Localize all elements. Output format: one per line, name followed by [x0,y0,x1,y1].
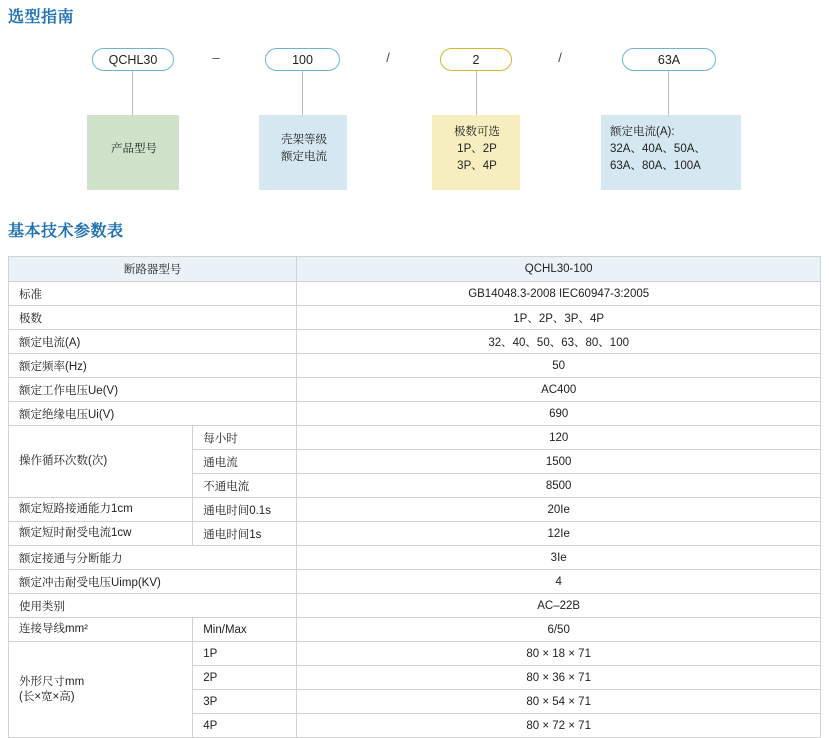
table-cell-label: 连接导线mm² [9,618,193,642]
table-cell-value: 120 [297,426,821,450]
guide-box-poles-line-1: 极数可选 [454,126,500,138]
table-row [9,330,821,354]
table-cell-value: GB14048.3-2008 IEC60947-3:2005 [297,282,821,306]
guide-connector-frame [302,71,303,115]
table-cell-value: 3Ie [297,546,821,570]
page-title-parameters: 基本技术参数表 [8,223,124,240]
guide-separator-dash: – [212,50,220,65]
table-cell-label: 操作循环次数(次) [9,426,193,498]
table-cell-value: 50 [297,354,821,378]
table-cell-sublabel: 3P [193,690,297,714]
table-cell-value: 8500 [297,474,821,498]
table-cell-sublabel: 1P [193,642,297,666]
table-header-row [9,257,821,282]
table-row [9,498,821,522]
table-cell-label: 额定电流(A) [9,330,297,354]
guide-box-current-line-2: 32A、40A、50A、 [610,143,706,155]
table-cell-sublabel: 通电时间1s [193,522,297,546]
table-cell-label: 标准 [9,282,297,306]
table-cell-sublabel: 通电时间0.1s [193,498,297,522]
table-cell-sublabel: 4P [193,714,297,738]
table-row [9,306,821,330]
table-row [9,354,821,378]
table-row [9,282,821,306]
selection-guide-diagram [0,38,829,198]
table-cell-label: 使用类别 [9,594,297,618]
guide-pill-frame [265,48,340,71]
guide-box-poles-line-3: 3P、4P [457,160,497,172]
table-cell-value: 32、40、50、63、80、100 [297,330,821,354]
table-row [9,426,821,450]
table-cell-label: 额定接通与分断能力 [9,546,297,570]
guide-separator-slash-2: / [558,50,562,65]
parameters-table [8,256,821,738]
table-cell-value: 80 × 18 × 71 [297,642,821,666]
guide-connector-poles [476,71,477,115]
guide-pill-frame-label: 100 [292,52,313,67]
table-header-model: 断路器型号 [9,257,297,282]
table-cell-sublabel: 通电流 [193,450,297,474]
guide-connector-model [132,71,133,115]
guide-box-current-line-3: 63A、80A、100A [610,160,701,172]
table-body [9,282,821,738]
table-cell-value: 80 × 72 × 71 [297,714,821,738]
table-cell-value: 80 × 54 × 71 [297,690,821,714]
table-cell-label: 外形尺寸mm (长×宽×高) [9,642,193,738]
guide-pill-poles-label: 2 [472,52,480,67]
table-cell-value: 20Ie [297,498,821,522]
guide-box-model [87,115,179,190]
table-cell-sublabel: 每小时 [193,426,297,450]
guide-box-current [601,115,741,190]
table-cell-value: 1500 [297,450,821,474]
table-row [9,642,821,666]
parameters-table-wrap [8,256,821,738]
table-row [9,546,821,570]
table-cell-value: 12Ie [297,522,821,546]
guide-connector-current [668,71,669,115]
guide-box-current-line-1: 额定电流(A): [610,126,675,138]
guide-pill-model-label: QCHL30 [108,52,158,67]
guide-pill-current [622,48,716,71]
table-cell-value: 6/50 [297,618,821,642]
guide-box-frame [259,115,347,190]
table-cell-sublabel: 不通电流 [193,474,297,498]
guide-pill-poles [440,48,512,71]
table-cell-label: 极数 [9,306,297,330]
guide-box-frame-line-1: 壳架等级 [281,134,327,146]
table-cell-value: 80 × 36 × 71 [297,666,821,690]
table-row [9,522,821,546]
table-cell-value: 4 [297,570,821,594]
table-cell-label: 额定频率(Hz) [9,354,297,378]
table-cell-label: 额定绝缘电压Ui(V) [9,402,297,426]
table-cell-value: AC400 [297,378,821,402]
table-cell-label: 额定短时耐受电流1cw [9,522,193,546]
guide-box-model-line-1: 产品型号 [111,143,157,155]
table-row [9,402,821,426]
table-cell-value: 1P、2P、3P、4P [297,306,821,330]
table-row [9,594,821,618]
guide-pill-current-label: 63A [657,52,681,67]
table-cell-sublabel: 2P [193,666,297,690]
guide-box-frame-line-2: 额定电流 [281,151,327,163]
table-cell-sublabel: Min/Max [193,618,297,642]
table-cell-value: AC–22B [297,594,821,618]
table-cell-label: 额定工作电压Ue(V) [9,378,297,402]
table-cell-label: 额定冲击耐受电压Uimp(KV) [9,570,297,594]
guide-separator-slash-1: / [386,50,390,65]
table-cell-label: 额定短路接通能力1cm [9,498,193,522]
guide-box-poles-line-2: 1P、2P [457,143,497,155]
table-row [9,570,821,594]
table-row [9,618,821,642]
guide-box-poles [432,115,520,190]
guide-pill-model [92,48,174,71]
table-row [9,378,821,402]
page-title-selection-guide: 选型指南 [8,9,75,26]
table-cell-value: 690 [297,402,821,426]
table-header-value: QCHL30-100 [297,257,821,282]
